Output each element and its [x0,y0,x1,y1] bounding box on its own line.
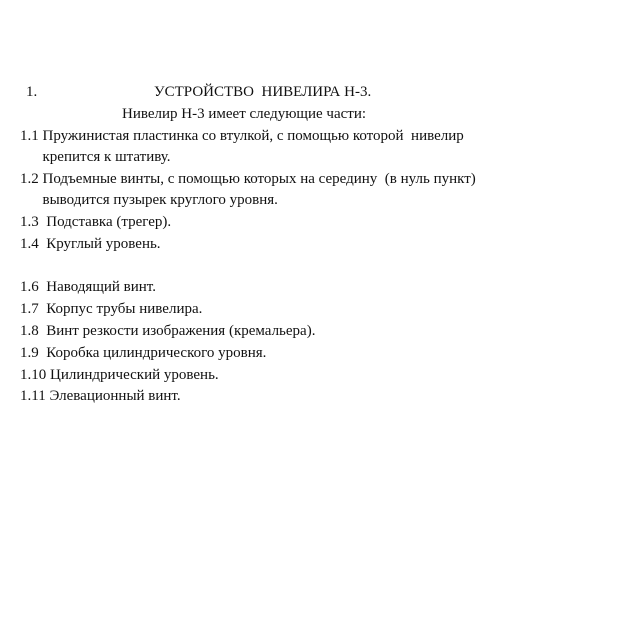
intro-text: Нивелир Н-3 имеет следующие части: [122,106,367,122]
list-item-1-11: 1.11 Элевационный винт. [20,388,181,404]
list-item-1-3: 1.3 Подставка (трегер). [20,214,172,230]
list-item-1-4: 1.4 Круглый уровень. [20,236,161,252]
list-item-1-8: 1.8 Винт резкости изображения (кремальера). [20,323,316,339]
list-item-1-1-line-1: 1.1 Пружинистая пластинка со втулкой, с помощью которой нивелир [20,128,464,144]
list-item-1-6: 1.6 Наводящий винт. [20,279,156,295]
list-item-1-2-line-1: 1.2 Подъемные винты, с помощью которых на середину (в нуль пункт) [20,171,476,187]
list-item-1-10: 1.10 Цилиндрический уровень. [20,367,219,383]
list-item-1-2-line-2: выводится пузырек круглого уровня. [20,192,278,208]
list-item-1-1-line-2: крепится к штативу. [20,149,171,165]
list-item-1-7: 1.7 Корпус трубы нивелира. [20,301,203,317]
list-item-1-9: 1.9 Коробка цилиндрического уровня. [20,345,267,361]
heading-title: УСТРОЙСТВО НИВЕЛИРА Н-3. [154,84,372,100]
heading-number: 1. [26,84,38,100]
